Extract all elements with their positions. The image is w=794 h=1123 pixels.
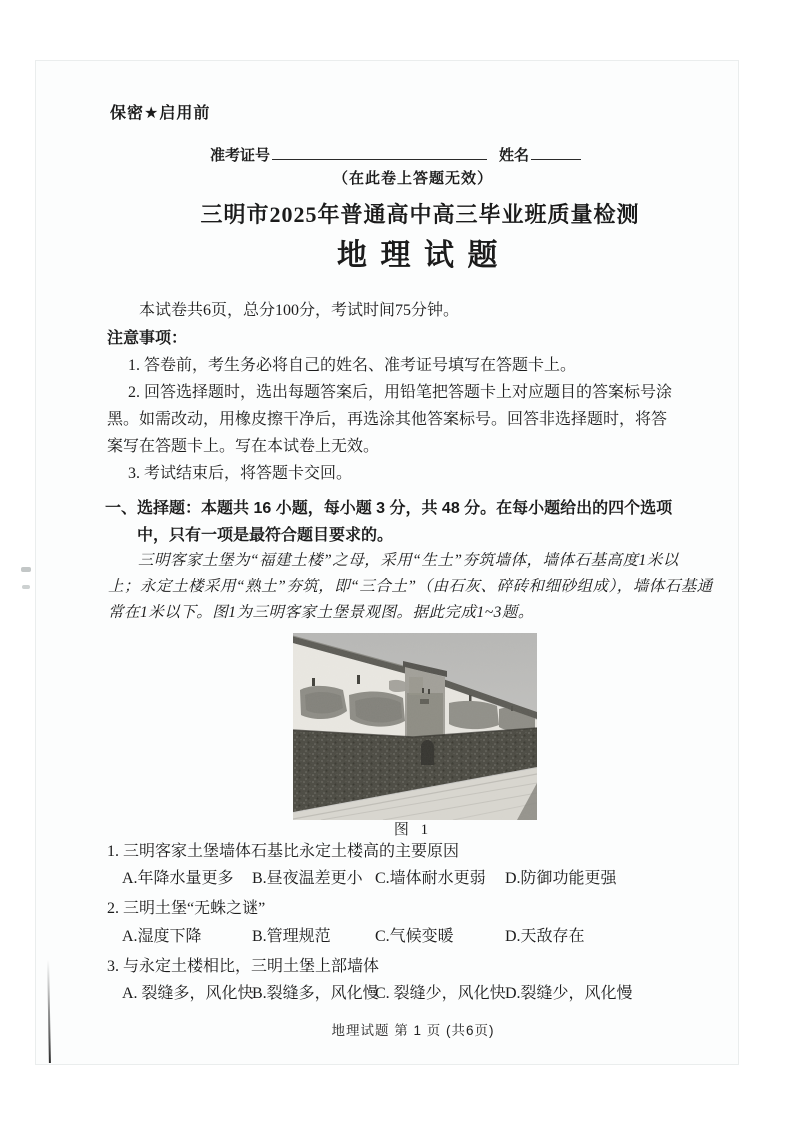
name-blank (531, 146, 581, 160)
security-notice: 保密★启用前 (110, 105, 211, 122)
question-3-option-d: D.裂缝少，风化慢 (505, 985, 633, 1002)
question-1-option-c: C.墙体耐水更弱 (375, 870, 486, 887)
exam-title: 三明市2025年普通高中高三毕业班质量检测 (200, 202, 640, 227)
figure-caption: 图 1 (393, 822, 433, 838)
invalid-answer-note: （在此卷上答题无效） (332, 170, 494, 187)
note-2-line-2: 黑。如需改动，用橡皮擦干净后，再选涂其他答案标号。回答非选择题时，将答 (107, 411, 668, 428)
question-1-option-b: B.昼夜温差更小 (252, 870, 363, 887)
question-1-options (0, 869, 794, 889)
admission-number-blank (272, 146, 487, 160)
candidate-info-line (210, 146, 581, 166)
note-1: 1. 答卷前，考生务必将自己的姓名、准考证号填写在答题卡上。 (128, 357, 577, 374)
question-3-option-a: A. 裂缝多，风化快 (122, 985, 254, 1002)
tubao-landscape-photo (293, 633, 537, 820)
question-2-option-c: C.气候变暖 (375, 928, 454, 945)
note-3: 3. 考试结束后，将答题卡交回。 (128, 465, 353, 482)
paper-info-line: 本试卷共6页，总分100分，考试时间75分钟。 (139, 302, 460, 319)
tubao-photo-graphic (293, 633, 537, 820)
question-1-option-a: A.年降水量更多 (122, 870, 234, 887)
question-3-options (0, 984, 794, 1004)
admission-number-label: 准考证号 (210, 147, 271, 164)
subject-title: 地理试题 (337, 239, 511, 272)
section-heading-line-1: 一、选择题：本题共 16 小题，每小题 3 分，共 48 分。在每小题给出的四个选项 (105, 500, 673, 517)
question-2-option-d: D.天敌存在 (505, 928, 585, 945)
question-2-option-a: A.湿度下降 (122, 928, 202, 945)
passage-line-2: 上；永定土楼采用“熟土”夯筑，即“三合土”（由石灰、碎砖和细砂组成），墙体石基通 (108, 578, 713, 595)
notes-heading: 注意事项： (107, 330, 188, 347)
name-label: 姓名 (499, 147, 530, 164)
question-3-stem: 3. 与永定土楼相比，三明土堡上部墙体 (107, 958, 380, 975)
question-2-stem: 2. 三明土堡“无蛛之谜” (107, 900, 266, 917)
question-2-options (0, 927, 794, 947)
section-heading-line-2: 中，只有一项是最符合题目要求的。 (137, 527, 394, 544)
question-3-option-b: B.裂缝多，风化慢 (252, 985, 379, 1002)
note-2-line-1: 2. 回答选择题时，选出每题答案后，用铅笔把答题卡上对应题目的答案标号涂 (128, 384, 673, 401)
question-2-option-b: B.管理规范 (252, 928, 331, 945)
scan-smudge (21, 567, 31, 572)
question-3-option-c: C. 裂缝少，风化快 (375, 985, 506, 1002)
page-footer: 地理试题 第 1 页 (共6页) (331, 1023, 495, 1038)
note-2-line-3: 案写在答题卡上。写在本试卷上无效。 (107, 438, 380, 455)
passage-line-3: 常在1米以下。图1为三明客家土堡景观图。据此完成1~3题。 (108, 604, 534, 621)
passage-line-1: 三明客家土堡为“福建土楼”之母，采用“生土”夯筑墙体，墙体石基高度1米以 (138, 552, 679, 569)
scan-smudge (22, 585, 30, 589)
question-1-option-d: D.防御功能更强 (505, 870, 617, 887)
question-1-stem: 1. 三明客家土堡墙体石基比永定土楼高的主要原因 (107, 843, 460, 860)
